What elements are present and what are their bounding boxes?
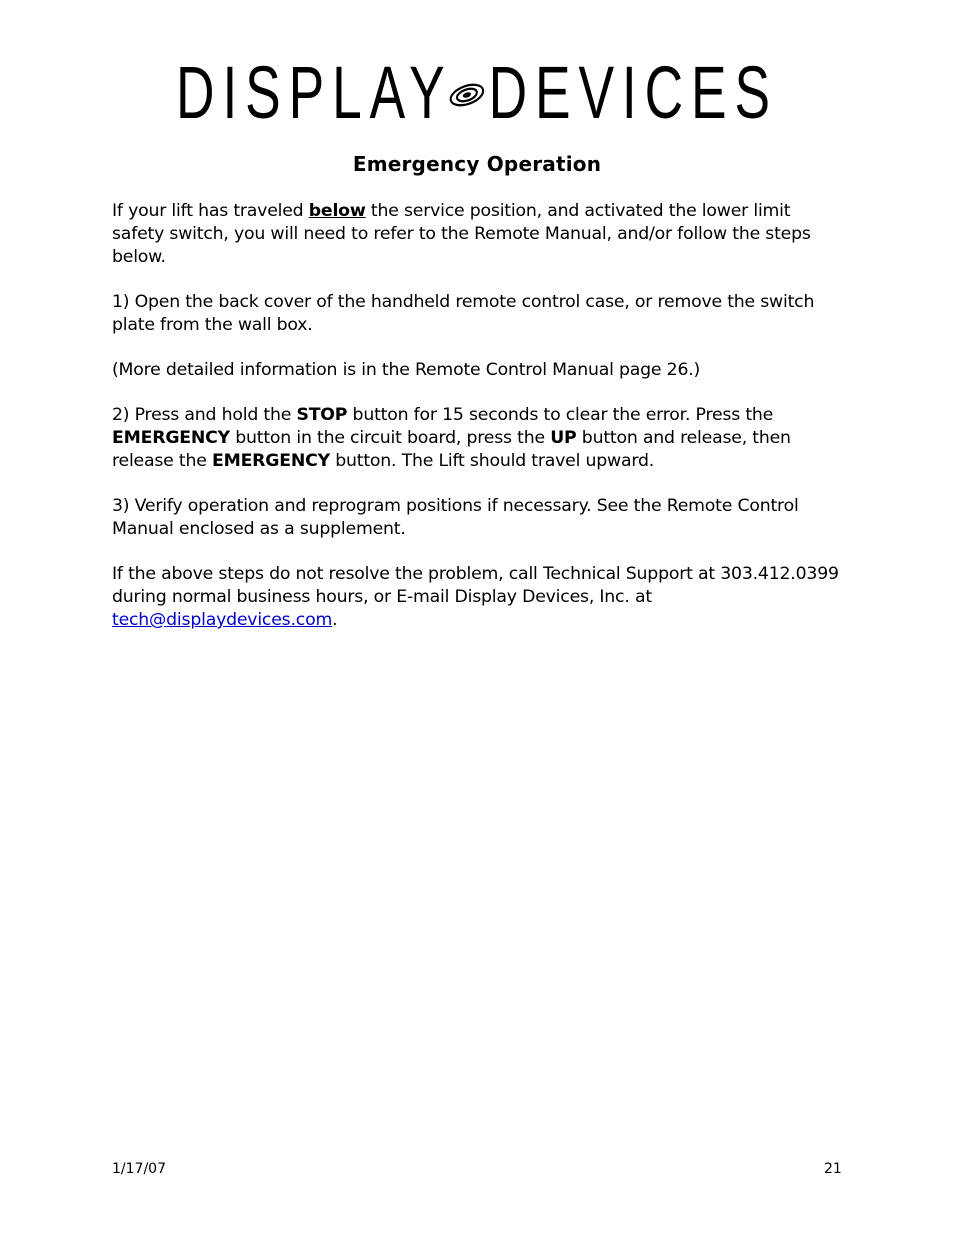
up-keyword: UP (550, 428, 577, 448)
swirl-logo-icon (445, 73, 490, 113)
support-email-link[interactable]: tech@displaydevices.com (112, 610, 333, 630)
intro-after: the service position, and activated the lower limit safety switch, you will need to refer to the Remote Manual, and/or follow the steps below. (112, 201, 811, 267)
logo-word-devices: DEVICES (488, 51, 778, 134)
step-2 (112, 404, 842, 473)
intro-emphasis: below (308, 201, 366, 221)
logo-word-display: DISPLAY (176, 51, 453, 134)
emergency-keyword-2: EMERGENCY (211, 451, 330, 471)
intro-before: If your lift has traveled (112, 201, 309, 221)
company-logo (134, 51, 821, 134)
page-number: 21 (824, 1161, 842, 1177)
step2-text-1: 2) Press and hold the (112, 405, 297, 425)
step2-text-2: button for 15 seconds to clear the error. Press the (347, 405, 774, 425)
support-text: If the above steps do not resolve the problem, call Technical Support at 303.412.0399 during normal business hours, or E-mail Display Devices, Inc. at (112, 564, 839, 607)
intro-paragraph (112, 200, 842, 269)
step2-text-3: button in the circuit board, press the (229, 428, 551, 448)
emergency-keyword: EMERGENCY (112, 428, 230, 448)
support-end: . (332, 610, 338, 630)
step-3: 3) Verify operation and reprogram positions if necessary. See the Remote Control Manual enclosed as a supplement. (112, 496, 799, 539)
stop-keyword: STOP (296, 405, 348, 425)
step-1: 1) Open the back cover of the handheld remote control case, or remove the switch plate from the wall box. (112, 292, 815, 335)
page-title: Emergency Operation (352, 152, 602, 176)
manual-note: (More detailed information is in the Remote Control Manual page 26.) (112, 360, 701, 380)
support-paragraph (112, 563, 842, 632)
document-body (112, 200, 842, 654)
step2-text-4: button and release, then release the (112, 428, 791, 471)
footer-date: 1/17/07 (112, 1161, 166, 1177)
step2-text-5: button. The Lift should travel upward. (329, 451, 655, 471)
